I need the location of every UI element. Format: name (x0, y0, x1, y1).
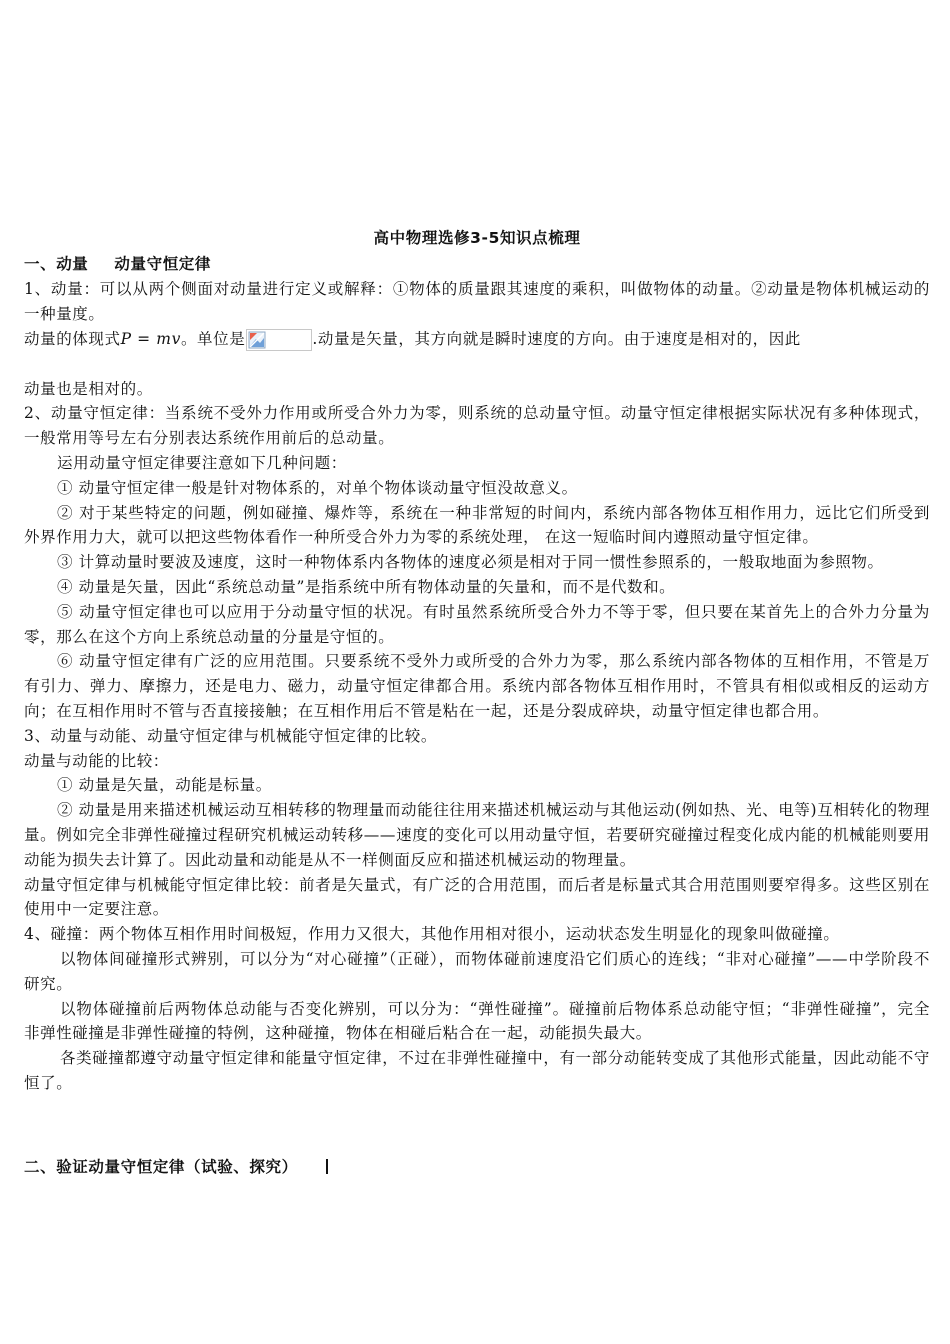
paragraph-momentum-definition: 1、动量：可以从两个侧面对动量进行定义或解释：①物体的质量跟其速度的乘积，叫做物体的动量。②动量是物体机械运动的一种量度。 (24, 280, 930, 323)
list-item-note-1: ① 动量守恒定律一般是针对物体系的，对单个物体谈动量守恒没故意义。 (57, 478, 578, 497)
section-2-title: 二、验证动量守恒定律（试验、探究） (24, 1157, 298, 1176)
document-page (24, 225, 930, 1180)
section-1-heading (24, 251, 930, 277)
list-item-compare-2: ② 动量是用来描述机械运动互相转移的物理量而动能往往用来描述机械运动与其他运动(例如热、光、电等)互相转化的物理量。例如完全非弹性碰撞过程研究机械运动转移——速度的变化可以用动量守恒，若要研究碰撞过程变化成内能的机械能则要用动能为损失去计算了。因此动量和动能是从不一样侧面反应和描述机械运动的物理量。 (24, 801, 930, 869)
formula-equals: = (131, 329, 157, 348)
paragraph-law-comparison: 动量守恒定律与机械能守恒定律比较：前者是矢量式，有广泛的合用范围，而后者是标量式其合用范围则要窄得多。这些区别在使用中一定要注意。 (24, 875, 930, 919)
paragraph-notes-intro: 运用动量守恒定律要注意如下几种问题： (57, 453, 347, 472)
section-2-heading (24, 1154, 930, 1180)
list-item-note-3: ③ 计算动量时要波及速度，这时一种物体系内各物体的速度必须是相对于同一惯性参照系的，一般取地面为参照物。 (57, 553, 884, 572)
section-1-number: 一、动量 (24, 255, 89, 273)
paragraph-collision-summary: 各类碰撞都遵守动量守恒定律和能量守恒定律，不过在非弹性碰撞中，有一部分动能转变成了其他形式能量，因此动能不守恒了。 (24, 1049, 930, 1092)
text-cursor (326, 1159, 328, 1174)
paragraph-collision-definition: 4、碰撞：两个物体互相作用时间极短，作用力又很大，其他作用相对很小，运动状态发生明显化的现象叫做碰撞。 (24, 925, 840, 944)
list-item-compare-1: ① 动量是矢量，动能是标量。 (57, 776, 272, 795)
formula-vector-text: .动量是矢量，其方向就是瞬时速度的方向。由于速度是相对的，因此 (312, 329, 801, 348)
paragraph-collision-elastic: 以物体碰撞前后两物体总动能与否变化辨别，可以分为：“弹性碰撞”。碰撞前后物体系总动能守恒；“非弹性碰撞”，完全非弹性碰撞是非弹性碰撞的特例，这种碰撞，物体在相碰后粘合在一起，动能损失最大。 (24, 999, 930, 1043)
paragraph-comparison-intro: 动量与动能的比较： (24, 751, 169, 770)
paragraph-conservation-law: 2、动量守恒定律：当系统不受外力作用或所受合外力为零，则系统的总动量守恒。动量守恒定律根据实际状况有多种体现式，一般常用等号左右分别表达系统作用前后的总动量。 (24, 404, 930, 448)
paragraph-momentum-formula (24, 327, 930, 377)
section-1-title: 动量守恒定律 (114, 255, 212, 273)
broken-image-icon (246, 329, 312, 351)
formula-symbol-mv: mv (156, 329, 181, 348)
section-spacer (24, 1096, 930, 1154)
paragraph-collision-central: 以物体间碰撞形式辨别，可以分为“对心碰撞”（正碰），而物体碰前速度沿它们质心的连线；“非对心碰撞”——中学阶段不研究。 (24, 949, 930, 993)
paragraph-momentum-relative: 动量也是相对的。 (24, 379, 153, 398)
list-item-note-4: ④ 动量是矢量，因此“系统总动量”是指系统中所有物体动量的矢量和，而不是代数和。 (57, 577, 676, 596)
list-item-note-6: ⑥ 动量守恒定律有广泛的应用范围。只要系统不受外力或所受的合外力为零，那么系统内部各物体的互相作用，不管是万有引力、弹力、摩擦力，还是电力、磁力，动量守恒定律都合用。系统内部各物体互相作用时，不管具有相似或相反的运动方向；在互相作用时不管与否直接接触；在互相作用后不管是粘在一起，还是分裂成碎块，动量守恒定律也都合用。 (24, 652, 930, 720)
formula-intro-text: 动量的体现式 (24, 329, 121, 348)
paragraph-comparison-heading: 3、动量与动能、动量守恒定律与机械能守恒定律的比较。 (24, 726, 437, 745)
document-title: 高中物理选修3-5知识点梳理 (373, 229, 581, 247)
list-item-note-2: ② 对于某些特定的问题，例如碰撞、爆炸等，系统在一种非常短的时间内，系统内部各物体互相作用力，远比它们所受到外界作用力大，就可以把这些物体看作一种所受合外力为零的系统处理， 在这一短临时间内遵照动量守恒定律。 (24, 503, 930, 547)
list-item-note-5: ⑤ 动量守恒定律也可以应用于分动量守恒的状况。有时虽然系统所受合外力不等于零，但只要在某首先上的合外力分量为零，那么在这个方向上系统总动量的分量是守恒的。 (24, 602, 930, 646)
formula-symbol-p: P (120, 329, 132, 348)
formula-unit-text: 。单位是 (180, 329, 246, 348)
